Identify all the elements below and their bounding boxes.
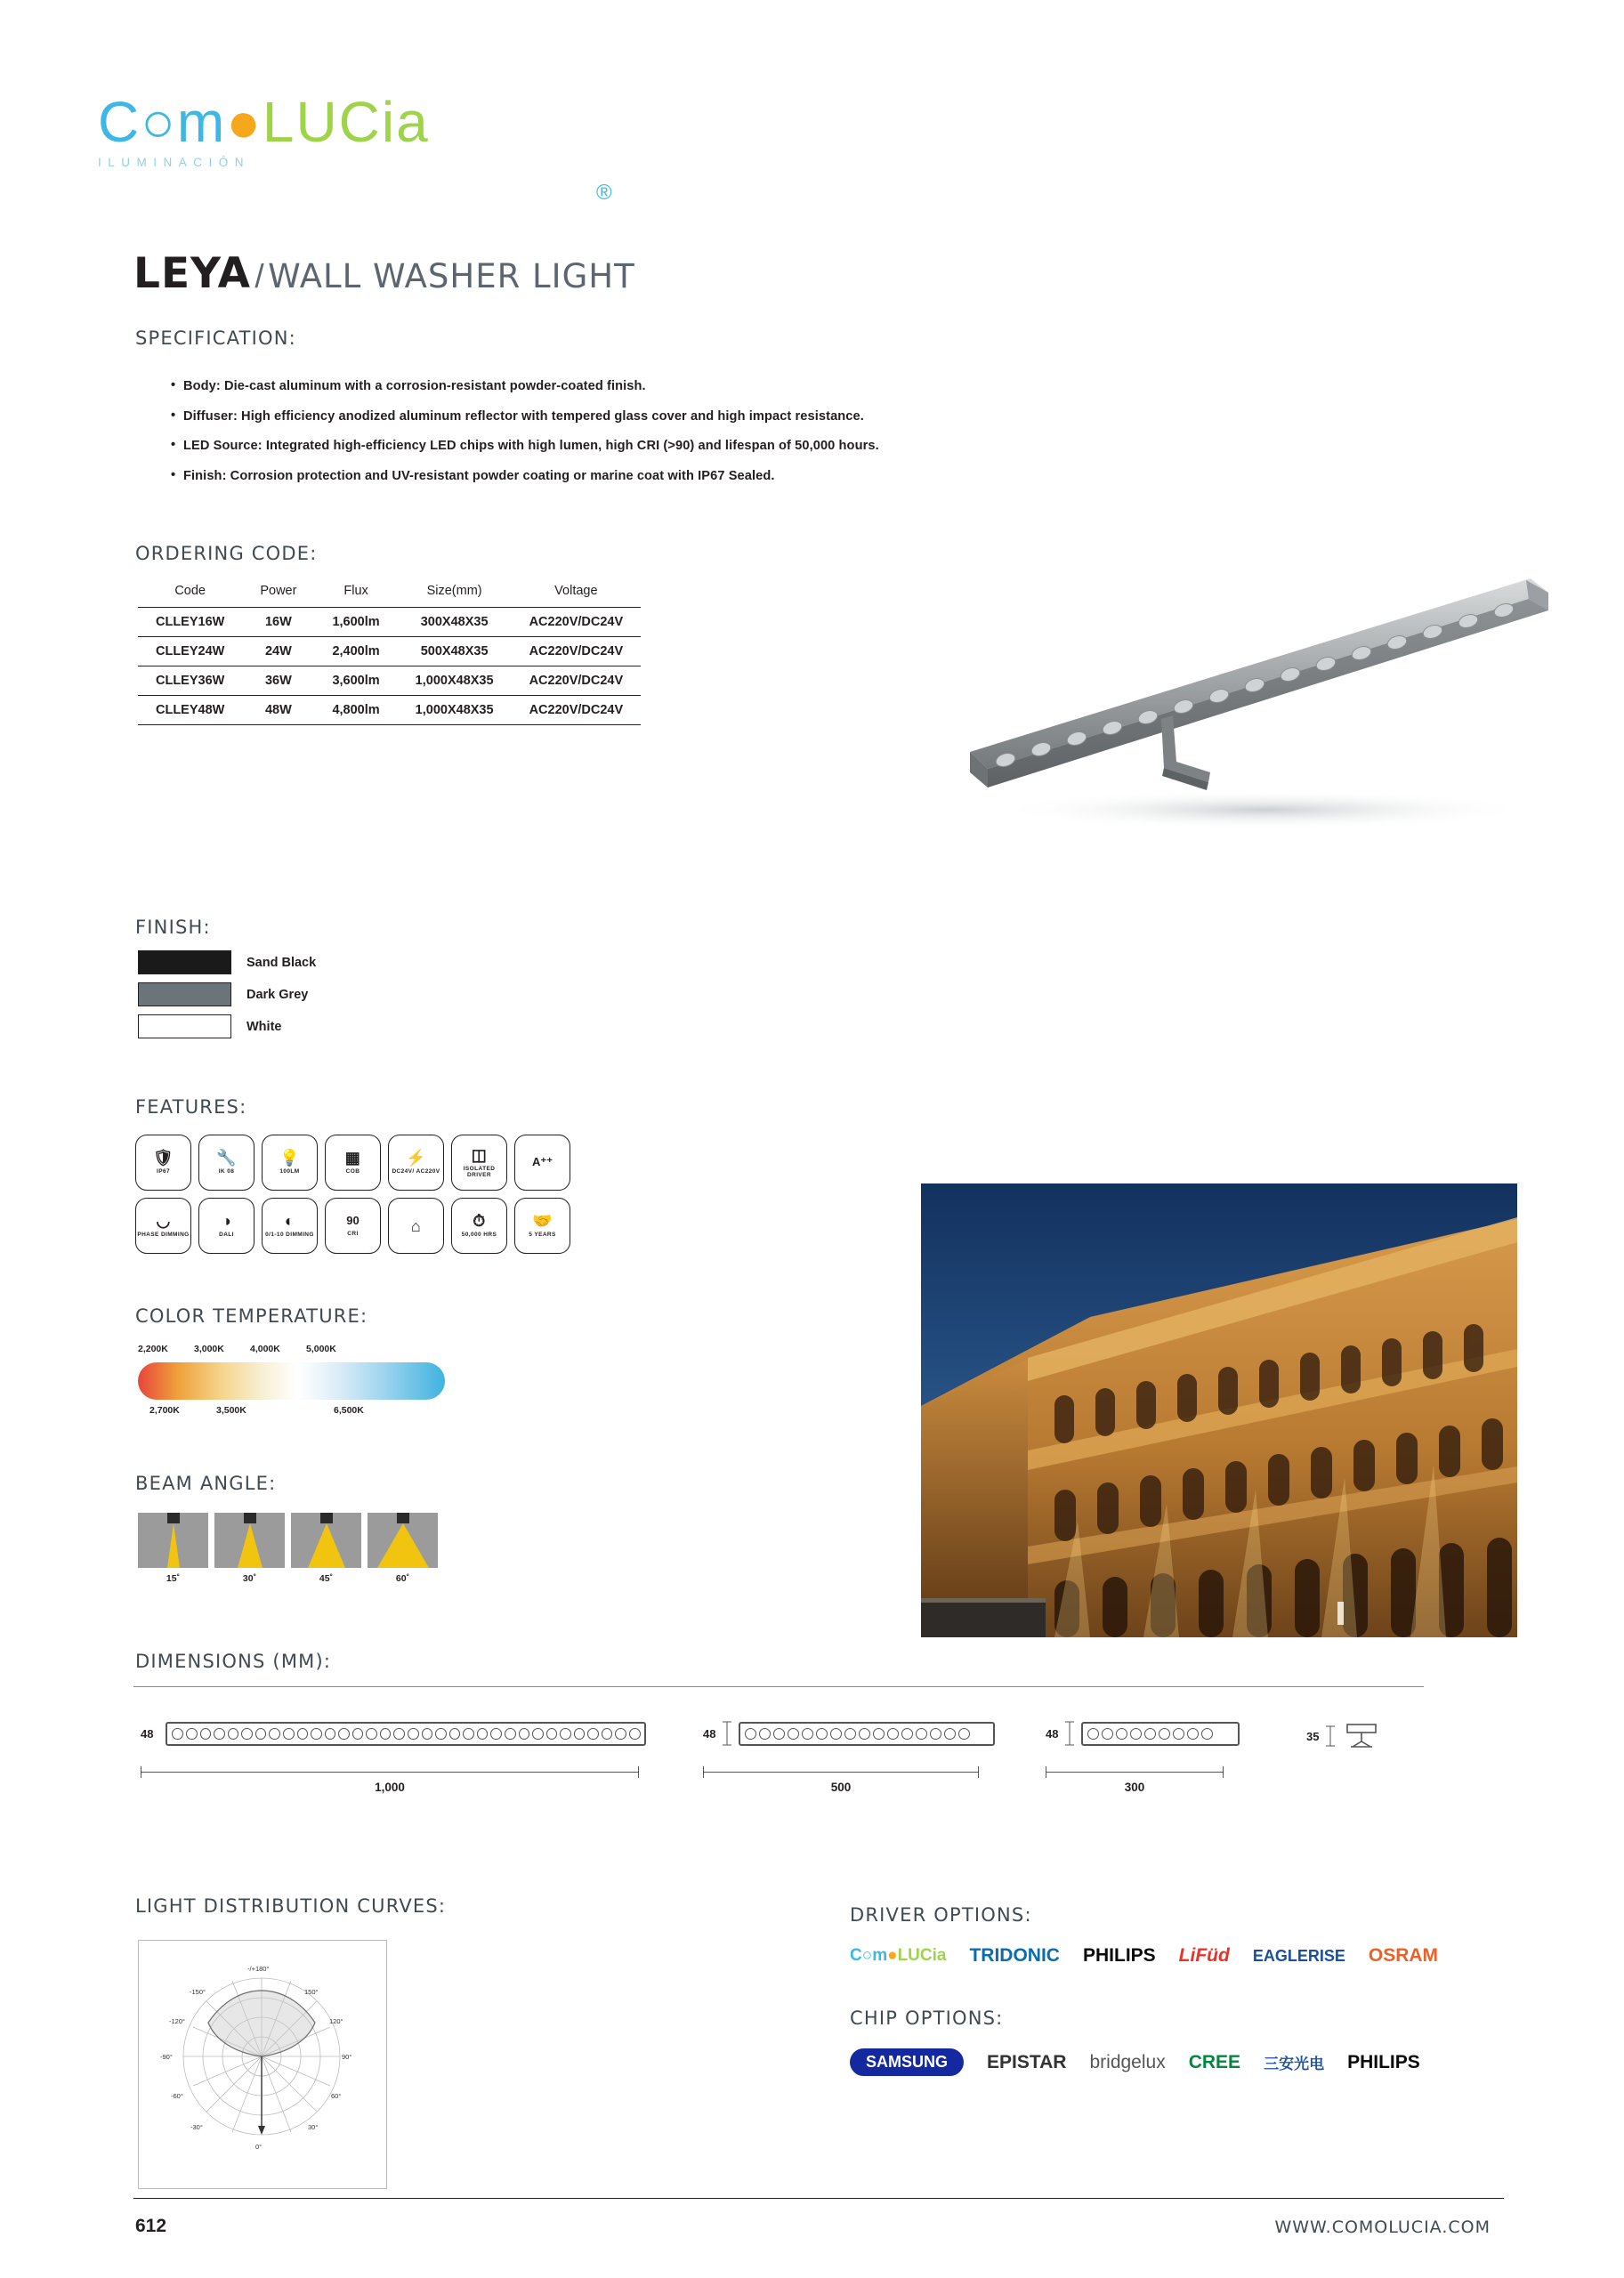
isolated-driver-icon: ◫ ISOLATED DRIVER	[451, 1135, 507, 1191]
logo-wordmark: C○m●LUCia	[98, 90, 430, 154]
dimension-drawings	[133, 1686, 1424, 1794]
beam-diagram	[138, 1513, 208, 1568]
beam-angle-label: 60˚	[395, 1573, 410, 1584]
feature-caption: PHASE DIMMING	[137, 1232, 190, 1239]
dimension-height-label: 48	[1046, 1726, 1059, 1741]
fixture-outline	[739, 1722, 995, 1746]
fixture-icon	[320, 1513, 333, 1523]
0-10v-dimming-icon: ◐ 0/1-10 DIMMING	[262, 1198, 318, 1254]
ip67-icon: 🛡 IP67	[135, 1135, 191, 1191]
beam-angle-diagrams	[138, 1513, 438, 1584]
warranty-icon: 🤝 5 YEARS	[514, 1198, 570, 1254]
specification-list	[135, 379, 1239, 498]
application-photo	[921, 1183, 1517, 1637]
chip-options-heading: CHIP OPTIONS:	[850, 2007, 1004, 2029]
cell-flux: 3,600lm	[314, 666, 397, 696]
height-arrow-icon	[722, 1720, 732, 1747]
finish-label: Dark Grey	[246, 987, 309, 1002]
beam-angle-45	[291, 1513, 361, 1584]
finish-swatch-dark-grey	[138, 982, 231, 1006]
brand-logo-sanan: 三安光电	[1264, 2056, 1325, 2072]
beam-angle-label: 30˚	[242, 1573, 257, 1584]
cell-voltage: AC220V/DC24V	[512, 666, 642, 696]
finish-heading: FINISH:	[135, 917, 211, 938]
ldc-label: -90°	[160, 2053, 173, 2061]
page-title	[133, 249, 635, 298]
ldc-label: 120°	[329, 2017, 343, 2025]
brand-logo	[98, 90, 612, 205]
cct-label: 3,500K	[216, 1405, 246, 1416]
brand-logo-samsung: SAMSUNG	[850, 2048, 964, 2076]
dimension-length-label: 300	[1124, 1781, 1145, 1794]
cct-label: 2,700K	[149, 1405, 180, 1416]
cell-code: CLLEY24W	[138, 637, 242, 666]
cell-code: CLLEY48W	[138, 696, 242, 725]
feature-caption: DC24V/ AC220V	[392, 1168, 440, 1175]
finish-swatch-sand-black	[138, 950, 231, 974]
feature-value: 90	[346, 1213, 360, 1227]
lumen-icon: 💡 100LM	[262, 1135, 318, 1191]
column-header-code: Code	[174, 584, 206, 598]
dimension-height-label: 35	[1306, 1729, 1320, 1743]
beam-angle-heading: BEAM ANGLE:	[135, 1473, 277, 1494]
cell-voltage: AC220V/DC24V	[512, 696, 642, 725]
dali-icon: ◑ DALI	[198, 1198, 255, 1254]
brand-logo-tridonic: TRIDONIC	[969, 1945, 1060, 1966]
cob-chip-icon: ▦ COB	[325, 1135, 381, 1191]
ldc-label: -60°	[171, 2092, 183, 2100]
cell-size: 300X48X35	[398, 608, 512, 637]
table-row	[138, 608, 641, 637]
feature-caption: 5 YEARS	[529, 1232, 556, 1239]
ordering-code-table	[138, 578, 641, 725]
cell-voltage: AC220V/DC24V	[512, 608, 642, 637]
brand-logo-bridgelux: bridgelux	[1089, 2051, 1166, 2072]
table-row	[138, 637, 641, 666]
dimension-height-label: 48	[703, 1726, 716, 1741]
feature-caption: ISOLATED DRIVER	[463, 1165, 496, 1178]
cct-label: 6,500K	[334, 1405, 364, 1416]
beam-angle-60	[368, 1513, 438, 1584]
ldc-label-bottom: 0°	[255, 2143, 263, 2151]
beam-diagram	[368, 1513, 438, 1568]
cell-code: CLLEY16W	[138, 608, 242, 637]
cct-label: 2,200K	[138, 1344, 168, 1354]
cct-top-labels	[138, 1344, 445, 1360]
feature-caption: 0/1-10 DIMMING	[265, 1232, 314, 1239]
cell-flux: 4,800lm	[314, 696, 397, 725]
fixture-icon	[167, 1513, 180, 1523]
ldc-label: -30°	[190, 2123, 203, 2131]
light-distribution-heading: LIGHT DISTRIBUTION CURVES:	[135, 1895, 447, 1917]
beam-angle-30	[214, 1513, 285, 1584]
cell-power: 36W	[242, 666, 314, 696]
dimension-length-label: 1,000	[375, 1781, 405, 1794]
dimension-length-label: 500	[830, 1781, 852, 1794]
dimension-height-label: 48	[141, 1726, 154, 1741]
dimension-500	[703, 1720, 1023, 1794]
brand-logo-philips: PHILIPS	[1082, 1945, 1156, 1966]
ordering-code-heading: ORDERING CODE:	[135, 543, 318, 564]
voltage-icon: ⚡ DC24V/ AC220V	[388, 1135, 444, 1191]
ldc-label: -150°	[190, 1988, 206, 1996]
specification-heading: SPECIFICATION:	[135, 327, 296, 349]
cell-power: 48W	[242, 696, 314, 725]
lifespan-icon: ⏱ 50,000 HRS	[451, 1198, 507, 1254]
cell-size: 1,000X48X35	[398, 666, 512, 696]
brand-options	[850, 1904, 1438, 2076]
cell-code: CLLEY36W	[138, 666, 242, 696]
feature-caption: IK 08	[218, 1168, 235, 1175]
beam-cone	[377, 1523, 429, 1568]
feature-caption: A⁺⁺	[531, 1155, 553, 1169]
brand-logo-osram: OSRAM	[1368, 1945, 1439, 1966]
registered-mark-icon: ®	[596, 181, 612, 205]
cell-flux: 1,600lm	[314, 608, 397, 637]
cri-icon	[325, 1198, 381, 1254]
ldc-label: 30°	[308, 2123, 319, 2131]
beam-cone	[238, 1523, 263, 1568]
indoor-outdoor-icon: ⌂	[388, 1198, 444, 1254]
list-item	[138, 950, 316, 974]
product-category: WALL WASHER LIGHT	[268, 257, 635, 295]
driver-brand-row	[850, 1945, 1438, 1967]
cell-power: 24W	[242, 637, 314, 666]
features-row-1	[135, 1135, 570, 1191]
footer-divider	[133, 2198, 1504, 2199]
cct-label: 5,000K	[306, 1344, 336, 1354]
ldc-label-top: -/+180°	[247, 1965, 270, 1973]
beam-angle-label: 45˚	[319, 1573, 334, 1584]
feature-caption: 50,000 HRS	[461, 1232, 497, 1239]
brand-logo-epistar: EPISTAR	[987, 2051, 1067, 2072]
beam-cone	[167, 1523, 180, 1568]
cell-size: 500X48X35	[398, 637, 512, 666]
length-measure	[141, 1766, 639, 1778]
ldc-label: 90°	[342, 2053, 352, 2061]
feature-caption: CRI	[347, 1230, 359, 1237]
logo-tagline: ILUMINACIÓN	[98, 156, 251, 169]
beam-angle-label: 15˚	[166, 1573, 181, 1584]
energy-class-icon	[514, 1135, 570, 1191]
cct-label: 3,000K	[194, 1344, 224, 1354]
phase-dimming-icon: ◡ PHASE DIMMING	[135, 1198, 191, 1254]
fixture-icon	[397, 1513, 409, 1523]
height-arrow-icon	[1325, 1725, 1336, 1748]
table-row	[138, 666, 641, 696]
length-measure	[1046, 1766, 1224, 1778]
dimension-300	[1046, 1720, 1277, 1794]
fixture-outline	[166, 1722, 646, 1746]
finish-label: Sand Black	[246, 955, 317, 970]
features-row-2	[135, 1198, 570, 1254]
beam-angle-15	[138, 1513, 208, 1584]
feature-caption: COB	[345, 1168, 360, 1175]
list-item	[138, 982, 316, 1006]
finish-label: White	[246, 1019, 282, 1034]
feature-caption: 100LM	[279, 1168, 300, 1175]
fixture-icon	[244, 1513, 256, 1523]
dimension-1000	[141, 1720, 639, 1794]
color-temperature-heading: COLOR TEMPERATURE:	[135, 1305, 368, 1327]
fixture-outline	[1081, 1722, 1240, 1746]
feature-caption: DALI	[219, 1232, 234, 1239]
brand-logo-comolucia: C○m●LUCia	[850, 1946, 947, 1965]
impact-resistance-icon: 🔧 IK 08	[198, 1135, 255, 1191]
cct-bottom-labels	[138, 1405, 445, 1421]
brand-logo-lifud: LiFüd	[1178, 1945, 1230, 1966]
cell-size: 1,000X48X35	[398, 696, 512, 725]
beam-diagram	[214, 1513, 285, 1568]
beam-diagram	[291, 1513, 361, 1568]
divider	[133, 1686, 1424, 1687]
table-header-row	[138, 578, 641, 608]
column-header-voltage: Voltage	[554, 584, 598, 598]
beam-cone	[308, 1523, 345, 1568]
product-name: LEYA	[133, 249, 251, 298]
ldc-label: -120°	[169, 2017, 186, 2025]
dimensions-heading: DIMENSIONS (MM):	[135, 1651, 332, 1672]
cell-voltage: AC220V/DC24V	[512, 637, 642, 666]
dimension-35	[1306, 1722, 1381, 1750]
cell-flux: 2,400lm	[314, 637, 397, 666]
features-heading: FEATURES:	[135, 1096, 247, 1118]
cct-label: 4,000K	[250, 1344, 280, 1354]
column-header-flux: Flux	[343, 584, 368, 598]
color-temperature-scale	[138, 1344, 445, 1421]
cct-gradient-bar	[138, 1362, 445, 1400]
table-row	[138, 696, 641, 725]
list-item: • Finish: Corrosion protection and UV-resistant powder coating or marine coat with IP67 Sealed.	[171, 469, 1239, 483]
column-header-power: Power	[260, 584, 297, 598]
finish-swatch-white	[138, 1014, 231, 1038]
list-item: • LED Source: Integrated high-efficiency LED chips with high lumen, high CRI (>90) and lifespan of 50,000 hours.	[171, 439, 1239, 453]
title-separator: /	[255, 258, 264, 295]
brand-logo-cree: CREE	[1188, 2051, 1241, 2072]
ldc-label: 150°	[304, 1988, 319, 1996]
chip-brand-row	[850, 2048, 1438, 2076]
product-photo	[943, 561, 1566, 854]
list-item: • Diffuser: High efficiency anodized aluminum reflector with tempered glass cover and high impact resistance.	[171, 409, 1239, 424]
ldc-label: 60°	[331, 2092, 342, 2100]
height-arrow-icon	[1064, 1720, 1075, 1747]
light-distribution-chart	[138, 1940, 387, 2189]
page-number: 612	[135, 2216, 167, 2236]
cell-power: 16W	[242, 608, 314, 637]
length-measure	[703, 1766, 979, 1778]
side-view-icon	[1342, 1722, 1381, 1750]
list-item: • Body: Die-cast aluminum with a corrosion-resistant powder-coated finish.	[171, 379, 1239, 393]
driver-options-heading: DRIVER OPTIONS:	[850, 1904, 1032, 1926]
finish-swatch-list	[138, 950, 316, 1046]
footer-website: WWW.COMOLUCIA.COM	[1274, 2217, 1491, 2237]
list-item	[138, 1014, 316, 1038]
brand-logo-philips-chip: PHILIPS	[1347, 2051, 1420, 2072]
features-icon-grid	[135, 1135, 570, 1261]
brand-logo-eaglerise: EAGLERISE	[1252, 1946, 1345, 1965]
column-header-size: Size(mm)	[426, 584, 482, 598]
